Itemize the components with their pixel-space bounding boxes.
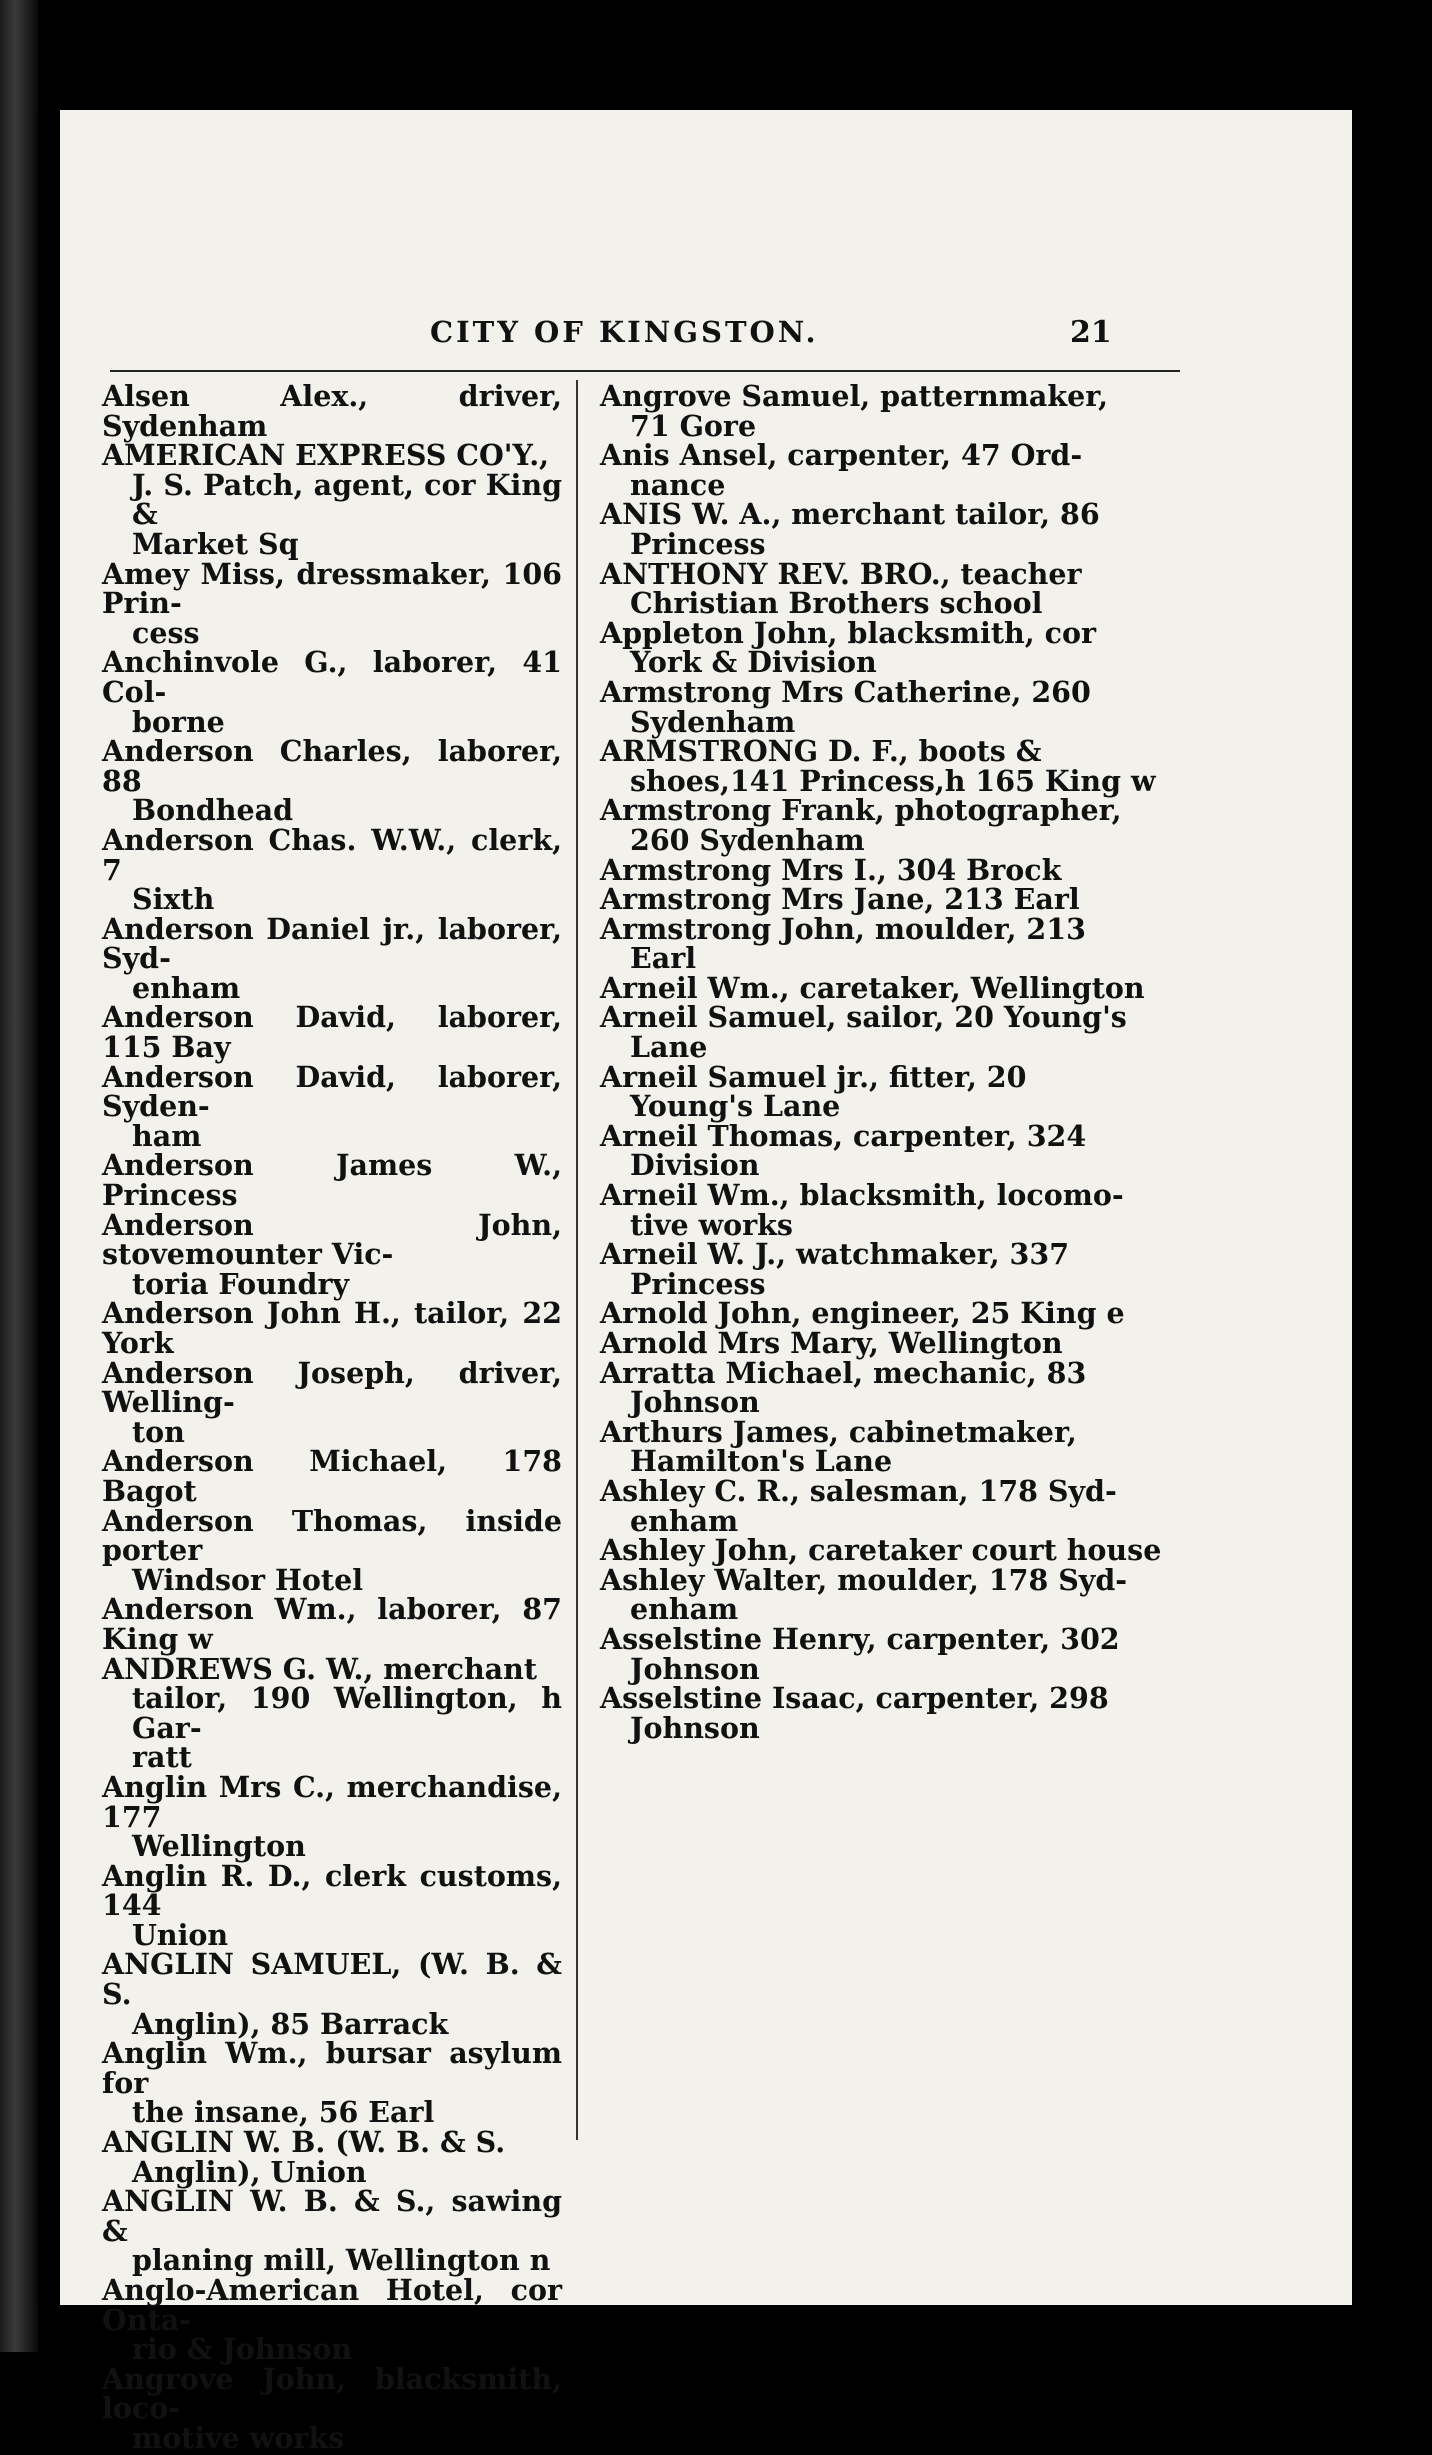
entry-continuation: Anglin), 85 Barrack [132, 2006, 449, 2041]
entry-line: ANGLIN W. B. (W. B. & S. [102, 2125, 506, 2160]
directory-entry [102, 1503, 562, 1597]
entry-line: Angrove John, blacksmith, loco- [102, 2361, 562, 2426]
entry-continuation: Johnson [630, 1651, 760, 1686]
directory-entry [600, 734, 1190, 798]
entry-line: Arratta Michael, mechanic, 83 [600, 1355, 1087, 1390]
directory-entry [600, 438, 1190, 502]
entry-continuation: 260 Sydenham [630, 822, 865, 857]
entry-continuation: 71 Gore [630, 408, 757, 443]
entry-continuation: rio & Johnson [132, 2332, 353, 2367]
directory-entry [102, 2036, 562, 2130]
entry-continuation: shoes,141 Princess,h 165 King w [630, 763, 1156, 798]
entry-line: ANGLIN SAMUEL, (W. B. & S. [102, 1947, 562, 2012]
entry-line: Appleton John, blacksmith, cor [600, 615, 1096, 650]
directory-entry [102, 1148, 562, 1213]
directory-entry [600, 1118, 1190, 1183]
entry-line: Anis Ansel, carpenter, 47 Ord- [600, 438, 1083, 473]
directory-entry [102, 438, 562, 561]
entry-continuation: tailor, 190 Wellington, h Gar- [132, 1681, 562, 1745]
entry-continuation: borne [132, 704, 225, 739]
right-column [600, 379, 1190, 1745]
entry-continuation: Bondhead [132, 793, 293, 828]
entry-line: Ashley C. R., salesman, 178 Syd- [600, 1473, 1117, 1508]
entry-line: AMERICAN EXPRESS CO'Y., [102, 438, 550, 473]
entry-continuation: planing mill, Wellington n [132, 2243, 551, 2278]
directory-entry [102, 1059, 562, 1153]
entry-line: Anderson James W., Princess [102, 1148, 562, 1213]
entry-line: Arneil Thomas, carpenter, 324 [600, 1118, 1087, 1153]
directory-entry [600, 1237, 1190, 1301]
directory-entry [102, 1592, 562, 1656]
entry-line: Armstrong Mrs I., 304 Brock [600, 852, 1062, 887]
directory-entry [600, 1533, 1190, 1568]
entry-line: Anglo-American Hotel, cor Onta- [102, 2273, 562, 2337]
entry-continuation: Union [132, 1917, 229, 1952]
entry-line: Armstrong Frank, photographer, [600, 793, 1122, 828]
directory-entry [600, 1326, 1190, 1360]
entry-continuation: Market Sq [132, 526, 299, 561]
entry-continuation: nance [630, 467, 726, 502]
directory-entry [102, 556, 562, 650]
page-header [60, 315, 1352, 375]
entry-line: Ashley John, caretaker court house [600, 1533, 1162, 1568]
left-column [102, 379, 562, 2455]
entry-line: Anglin Wm., bursar asylum for [102, 2036, 562, 2100]
directory-entry [600, 911, 1190, 976]
directory-entry [102, 1207, 562, 1301]
entry-line: Arneil W. J., watchmaker, 337 [600, 1237, 1070, 1272]
directory-entry [600, 556, 1190, 621]
entry-continuation: Anglin), Union [132, 2154, 367, 2189]
entry-line: Armstrong Mrs Jane, 213 Earl [600, 882, 1080, 917]
entry-line: Asselstine Henry, carpenter, 302 [600, 1621, 1120, 1656]
directory-entry [600, 1000, 1190, 1065]
directory-entry [600, 1355, 1190, 1420]
entry-continuation: motive works [132, 2420, 345, 2455]
entry-line: Anderson Michael, 178 Bagot [102, 1444, 562, 1508]
entry-line: ANGLIN W. B. & S., sawing & [102, 2184, 562, 2248]
directory-entry [600, 1178, 1190, 1242]
entry-continuation: Lane [630, 1030, 708, 1065]
entry-continuation: Christian Brothers school [630, 586, 1043, 621]
entry-continuation: Sixth [132, 882, 215, 917]
entry-line: Arnold Mrs Mary, Wellington [600, 1326, 1063, 1360]
directory-entry [600, 1473, 1190, 1538]
entry-continuation: Sydenham [630, 704, 796, 739]
page-number: 21 [1070, 315, 1112, 350]
directory-entry [102, 2184, 562, 2278]
entry-line: Anderson Daniel jr., laborer, Syd- [102, 911, 562, 976]
entry-continuation: J. S. Patch, agent, cor King & [132, 467, 562, 532]
entry-line: Anglin Mrs C., merchandise, 177 [102, 1769, 562, 1834]
directory-entry [600, 1562, 1190, 1627]
directory-entry [102, 2125, 562, 2189]
entry-line: Anderson David, laborer, Syden- [102, 1059, 562, 1124]
directory-entry [102, 822, 562, 917]
entry-line: ANTHONY REV. BRO., teacher [600, 556, 1082, 591]
entry-line: Armstrong John, moulder, 213 [600, 911, 1086, 946]
directory-entry [600, 615, 1190, 680]
directory-entry [102, 379, 562, 443]
entry-line: Anglin R. D., clerk customs, 144 [102, 1858, 562, 1923]
entry-continuation: toria Foundry [132, 1266, 350, 1301]
directory-entry [102, 645, 562, 739]
entry-line: Arthurs James, cabinetmaker, [600, 1414, 1077, 1449]
entry-continuation: Princess [630, 1266, 766, 1301]
directory-entry [600, 1681, 1190, 1745]
entry-continuation: Division [630, 1148, 760, 1183]
directory-entry [102, 1769, 562, 1864]
entry-line: Anderson David, laborer, 115 Bay [102, 1000, 562, 1065]
directory-entry [102, 734, 562, 828]
entry-line: Arneil Samuel, sailor, 20 Young's [600, 1000, 1127, 1035]
entry-continuation: Young's Lane [630, 1089, 841, 1124]
entry-continuation: tive works [630, 1207, 793, 1242]
entry-line: Anderson John, stovemounter Vic- [102, 1207, 562, 1272]
entry-line: Arneil Wm., blacksmith, locomo- [600, 1178, 1124, 1213]
entry-continuation: Johnson [630, 1385, 760, 1420]
entry-continuation: Wellington [132, 1829, 306, 1864]
entry-continuation: ratt [132, 1740, 192, 1775]
directory-entry [102, 2361, 562, 2455]
entry-line: Anderson Charles, laborer, 88 [102, 734, 562, 798]
header-rule [110, 370, 1180, 372]
directory-entry [600, 1059, 1190, 1124]
directory-entry [600, 674, 1190, 739]
entry-line: Anchinvole G., laborer, 41 Col- [102, 645, 562, 709]
entry-line: Anderson Chas. W.W., clerk, 7 [102, 822, 562, 887]
entry-line: Anderson Thomas, inside porter [102, 1503, 562, 1568]
directory-entry [102, 1355, 562, 1449]
directory-entry [102, 1651, 562, 1775]
entry-continuation: ham [132, 1118, 202, 1153]
entry-continuation: Windsor Hotel [132, 1562, 364, 1597]
entry-line: Angrove Samuel, patternmaker, [600, 379, 1109, 413]
entry-line: ANIS W. A., merchant tailor, 86 [600, 497, 1100, 532]
directory-entry [102, 1296, 562, 1360]
entry-line: Anderson Wm., laborer, 87 King w [102, 1592, 562, 1656]
entry-continuation: Johnson [630, 1710, 760, 1745]
directory-entry [600, 379, 1190, 443]
directory-entry [600, 852, 1190, 887]
directory-entry [600, 1414, 1190, 1479]
directory-entry [102, 1444, 562, 1508]
entry-line: Arneil Wm., caretaker, Wellington [600, 970, 1145, 1005]
entry-line: Alsen Alex., driver, Sydenham [102, 379, 562, 443]
entry-line: Anderson Joseph, driver, Welling- [102, 1355, 562, 1420]
entry-continuation: the insane, 56 Earl [132, 2095, 435, 2130]
entry-line: ANDREWS G. W., merchant [102, 1651, 538, 1686]
entry-line: Arnold John, engineer, 25 King e [600, 1296, 1125, 1331]
directory-entry [600, 1621, 1190, 1686]
directory-page [60, 110, 1352, 2455]
column-divider [576, 380, 578, 2140]
entry-continuation: cess [132, 615, 200, 650]
book-spine-shadow [0, 0, 38, 2352]
entry-continuation: Earl [630, 941, 697, 976]
directory-entry [600, 793, 1190, 857]
directory-entry [600, 882, 1190, 917]
entry-line: Anderson John H., tailor, 22 York [102, 1296, 562, 1360]
entry-line: Asselstine Isaac, carpenter, 298 [600, 1681, 1109, 1716]
entry-continuation: ton [132, 1414, 185, 1449]
entry-line: ARMSTRONG D. F., boots & [600, 734, 1042, 769]
entry-continuation: enham [630, 1592, 739, 1627]
entry-continuation: York & Division [630, 645, 877, 680]
directory-entry [102, 1858, 562, 1952]
directory-entry [102, 911, 562, 1005]
page-title: CITY OF KINGSTON. [430, 315, 819, 349]
entry-continuation: enham [630, 1503, 739, 1538]
directory-entry [600, 1296, 1190, 1331]
entry-line: Ashley Walter, moulder, 178 Syd- [600, 1562, 1128, 1597]
entry-continuation: Princess [630, 526, 766, 561]
directory-entry [600, 970, 1190, 1005]
entry-continuation: enham [132, 970, 241, 1005]
entry-continuation: Hamilton's Lane [630, 1444, 893, 1479]
directory-entry [600, 497, 1190, 561]
directory-entry [102, 1947, 562, 2041]
directory-entry [102, 1000, 562, 1065]
directory-entry [102, 2273, 562, 2367]
entry-line: Arneil Samuel jr., fitter, 20 [600, 1059, 1027, 1094]
entry-line: Armstrong Mrs Catherine, 260 [600, 674, 1091, 709]
entry-line: Amey Miss, dressmaker, 106 Prin- [102, 556, 562, 621]
